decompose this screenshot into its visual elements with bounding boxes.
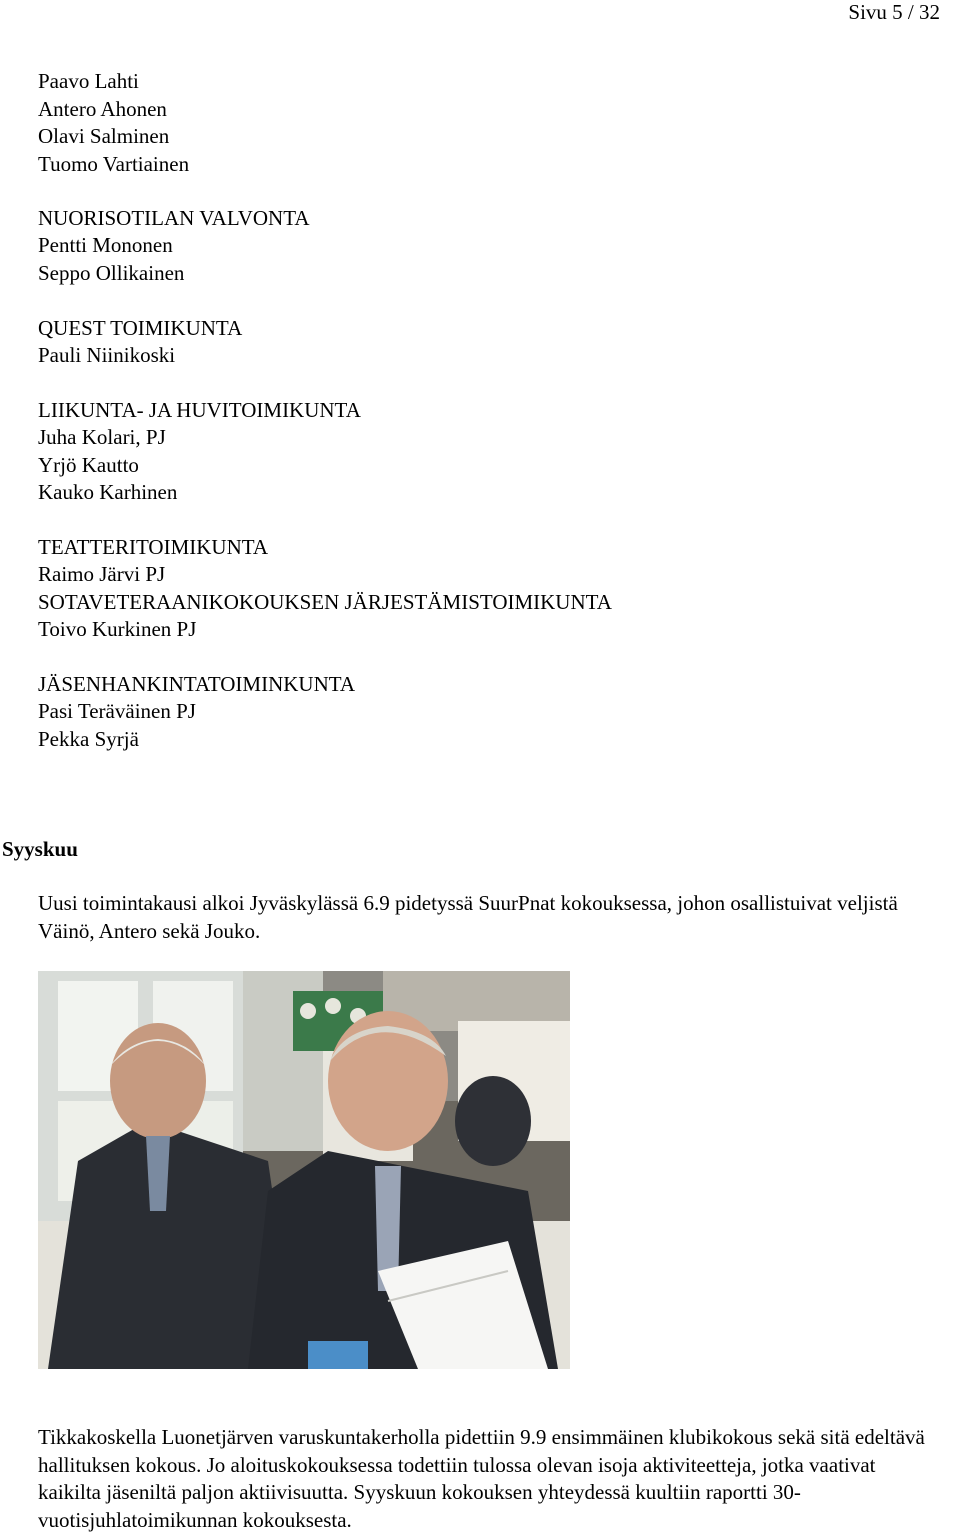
member-name: Raimo Järvi PJ: [38, 562, 166, 586]
member-name: Paavo Lahti: [38, 69, 139, 93]
committee-title: LIIKUNTA- JA HUVITOIMIKUNTA: [38, 398, 361, 422]
member-name: Yrjö Kautto: [38, 453, 139, 477]
meeting-photo: [38, 971, 570, 1369]
committee-title: QUEST TOIMIKUNTA: [38, 316, 243, 340]
member-name: Tuomo Vartiainen: [38, 152, 190, 176]
committee-title: SOTAVETERAANIKOKOUKSEN JÄRJESTÄMISTOIMIKUNTA: [38, 590, 612, 614]
member-name: Seppo Ollikainen: [38, 261, 185, 285]
committee-title: JÄSENHANKINTATOIMINKUNTA: [38, 672, 356, 696]
member-name: Juha Kolari, PJ: [38, 425, 166, 449]
member-name: Toivo Kurkinen PJ: [38, 617, 197, 641]
member-name: Pekka Syrjä: [38, 727, 139, 751]
member-name: Kauko Karhinen: [38, 480, 178, 504]
section-heading-month: Syyskuu: [2, 837, 78, 861]
member-name: Pentti Mononen: [38, 233, 173, 257]
committee-title: TEATTERITOIMIKUNTA: [38, 535, 269, 559]
page-number: Sivu 5 / 32: [848, 0, 940, 24]
member-name: Pauli Niinikoski: [38, 343, 176, 367]
paragraph-meeting: Uusi toimintakausi alkoi Jyväskylässä 6.9 pidetyssä SuurPnat kokouksessa, johon osallistuivat veljistä Väinö, Antero sekä Jouko.: [38, 891, 898, 943]
paragraph-club-meeting: Tikkakoskella Luonetjärven varuskuntakerholla pidettiin 9.9 ensimmäinen klubikokous sekä sitä edeltävä hallituksen kokous. Jo aloituskokouksessa todettiin tulossa olevan isoja aktiviteetteja, jotka vaativat kaikilta jäseniltä paljon aktiivisuutta. Syyskuun kokouksen yhteydessä kuultiin raportti 30-vuotisjuhlatoimikunnan kokouksesta.: [38, 1425, 925, 1532]
member-name: Olavi Salminen: [38, 124, 170, 148]
member-name: Pasi Teräväinen PJ: [38, 699, 196, 723]
committee-title: NUORISOTILAN VALVONTA: [38, 206, 310, 230]
member-name: Antero Ahonen: [38, 97, 167, 121]
